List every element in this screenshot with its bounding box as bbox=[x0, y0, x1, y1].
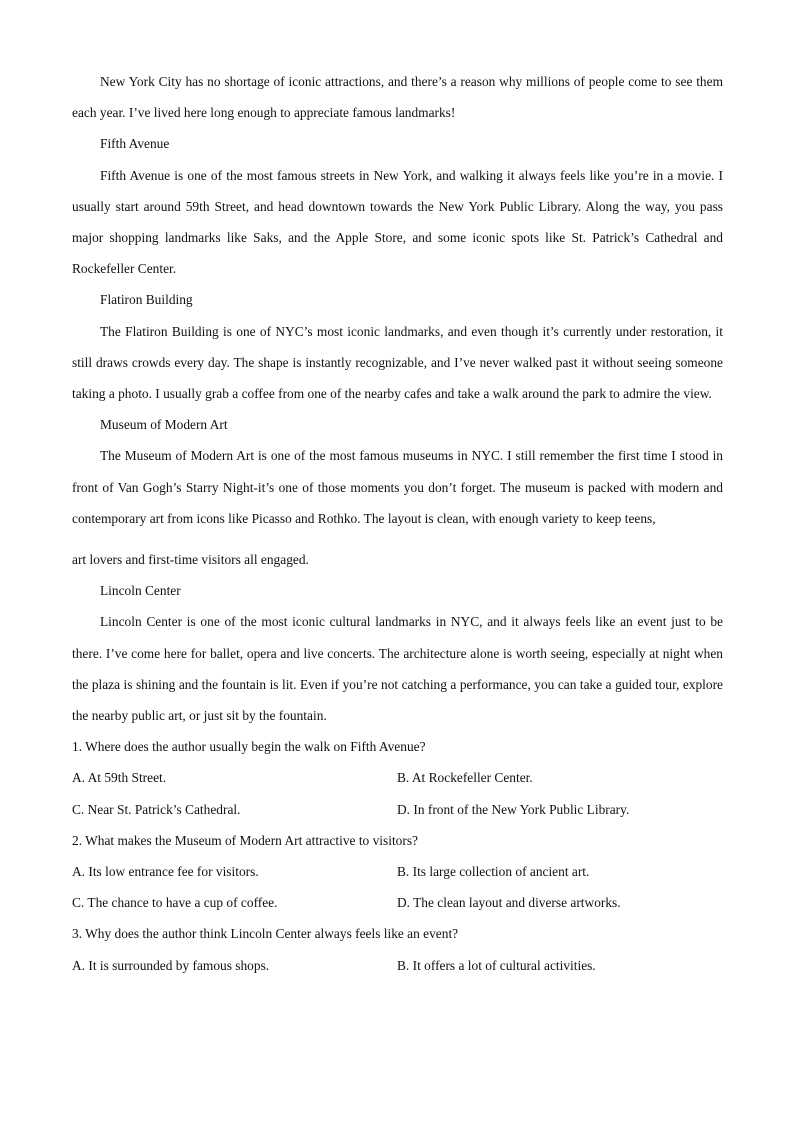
section-body-moma-continued: art lovers and first-time visitors all engaged. bbox=[72, 551, 309, 567]
question-2-option-c[interactable]: C. The chance to have a cup of coffee. bbox=[72, 895, 278, 911]
question-3-stem: 3. Why does the author think Lincoln Center always feels like an event? bbox=[72, 926, 459, 942]
question-1-option-c[interactable]: C. Near St. Patrick’s Cathedral. bbox=[72, 801, 241, 817]
document-page bbox=[72, 66, 723, 981]
question-3-options bbox=[72, 950, 723, 981]
question-3-option-a[interactable]: A. It is surrounded by famous shops. bbox=[72, 957, 270, 973]
question-1-options bbox=[72, 762, 723, 824]
question-1-stem: 1. Where does the author usually begin the walk on Fifth Avenue? bbox=[72, 739, 426, 755]
section-body-moma: The Museum of Modern Art is one of the most famous museums in NYC. I still remember the first time I stood in front of Van Gogh’s Starry Night-it’s one of those moments you don’t forget. The museum is packed with modern and contemporary art from icons like Picasso and Rothko. The layout is clean, with enough variety to keep teens, bbox=[72, 448, 723, 527]
section-heading-fifth-avenue: Fifth Avenue bbox=[100, 136, 170, 152]
question-2-stem: 2. What makes the Museum of Modern Art attractive to visitors? bbox=[72, 832, 418, 848]
section-body-fifth-avenue: Fifth Avenue is one of the most famous streets in New York, and walking it always feels like you’re in a movie. I usually start around 59th Street, and head downtown towards the New York Public Library. Along the way, you pass major shopping landmarks like Saks, and the Apple Store, and some iconic spots like St. Patrick’s Cathedral and Rockefeller Center. bbox=[72, 167, 723, 277]
question-2-option-d[interactable]: D. The clean layout and diverse artworks. bbox=[397, 895, 621, 911]
question-2-options bbox=[72, 856, 723, 918]
section-heading-lincoln-center: Lincoln Center bbox=[100, 583, 181, 599]
question-2-option-b[interactable]: B. Its large collection of ancient art. bbox=[397, 863, 590, 879]
question-1-option-b[interactable]: B. At Rockefeller Center. bbox=[397, 770, 533, 786]
section-body-flatiron: The Flatiron Building is one of NYC’s most iconic landmarks, and even though it’s currently under restoration, it still draws crowds every day. The shape is instantly recognizable, and I’ve never walked past it without seeing someone taking a photo. I usually grab a coffee from one of the nearby cafes and take a walk around the park to admire the view. bbox=[72, 323, 723, 402]
section-heading-moma: Museum of Modern Art bbox=[100, 417, 228, 433]
section-heading-flatiron: Flatiron Building bbox=[100, 292, 193, 308]
question-3-option-b[interactable]: B. It offers a lot of cultural activities. bbox=[397, 957, 596, 973]
section-body-lincoln-center: Lincoln Center is one of the most iconic cultural landmarks in NYC, and it always feels like an event just to be there. I’ve come here for ballet, opera and live concerts. The architecture alone is worth seeing, especially at night when the plaza is shining and the fountain is lit. Even if you’re not catching a performance, you can take a guided tour, explore the nearby public art, or just sit by the fountain. bbox=[72, 614, 723, 723]
question-1-option-d[interactable]: D. In front of the New York Public Library. bbox=[397, 801, 630, 817]
question-2-option-a[interactable]: A. Its low entrance fee for visitors. bbox=[72, 863, 259, 879]
question-1-option-a[interactable]: A. At 59th Street. bbox=[72, 770, 167, 786]
intro-paragraph: New York City has no shortage of iconic attractions, and there’s a reason why millions of people come to see them each year. I’ve lived here long enough to appreciate famous landmarks! bbox=[72, 74, 723, 121]
